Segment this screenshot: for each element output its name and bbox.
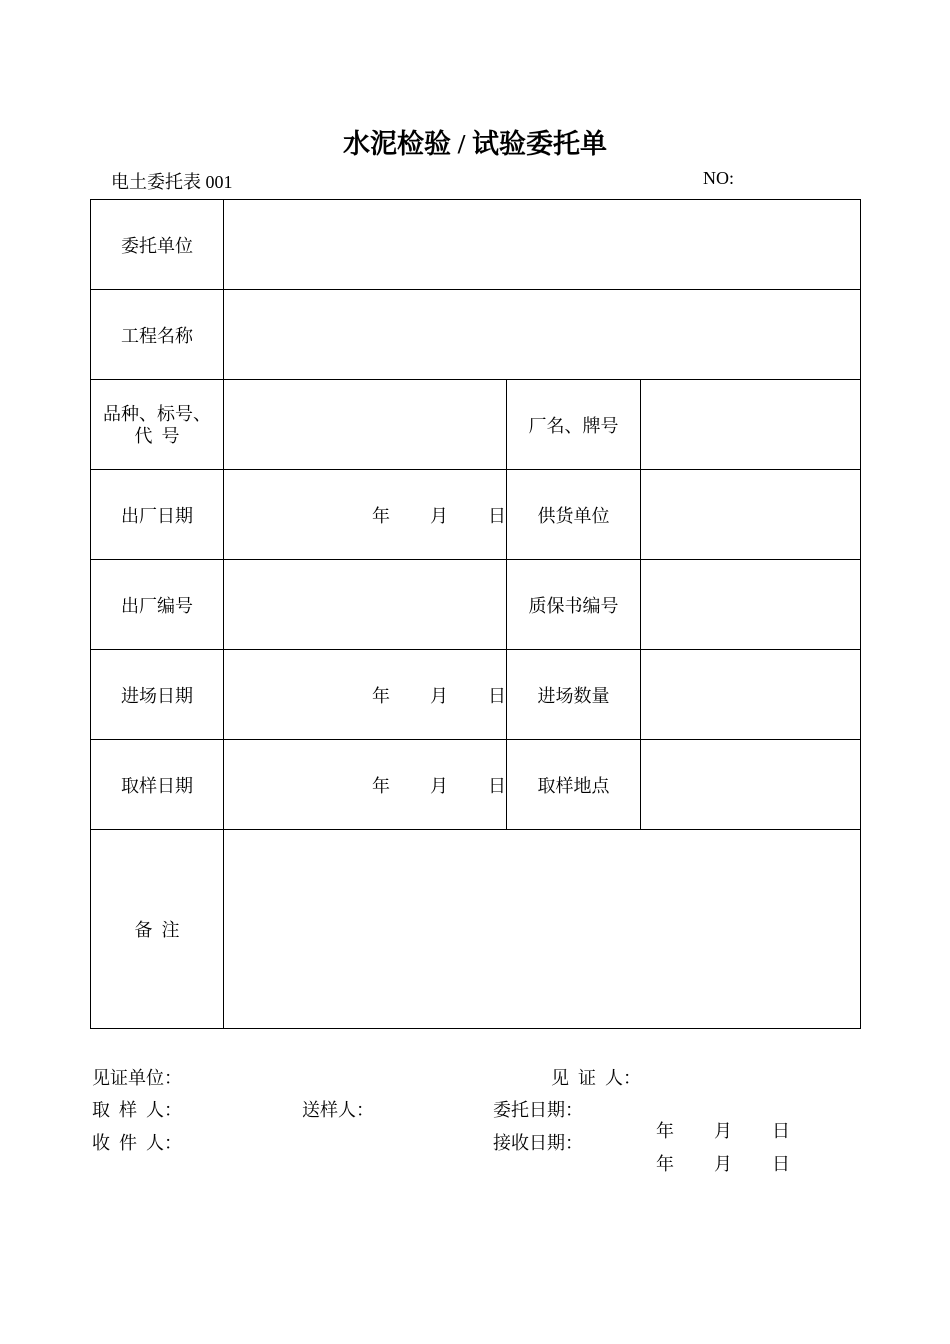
year-unit: 年 (656, 1154, 674, 1174)
table-row (91, 740, 861, 830)
page-title: 水泥检验 / 试验委托单 (342, 129, 607, 159)
client-field[interactable] (224, 200, 861, 290)
year-unit: 年 (372, 685, 390, 706)
sampler-label: 取 样 人： (92, 1100, 182, 1120)
remarks-label: 备 注 (91, 830, 224, 1029)
form-code: 电土委托表 001 (111, 172, 233, 192)
table-row (91, 200, 861, 290)
month-unit: 月 (714, 1121, 732, 1141)
sample-date-label: 取样日期 (91, 740, 224, 830)
table-row (91, 470, 861, 560)
table-row (91, 650, 861, 740)
commission-form-table (90, 199, 861, 1029)
quality-cert-field[interactable] (641, 560, 861, 650)
remarks-field[interactable] (224, 830, 861, 1029)
table-row (91, 830, 861, 1029)
entry-date-field[interactable] (224, 650, 507, 740)
receiver-label: 收 件 人： (92, 1133, 182, 1153)
table-row (91, 560, 861, 650)
client-label: 委托单位 (91, 200, 224, 290)
project-label: 工程名称 (91, 290, 224, 380)
month-unit: 月 (430, 775, 448, 796)
month-unit: 月 (430, 685, 448, 706)
table-row (91, 380, 861, 470)
entry-date-label: 进场日期 (91, 650, 224, 740)
witness-unit-label: 见证单位： (92, 1068, 182, 1088)
manufacturer-field[interactable] (641, 380, 861, 470)
variety-label (91, 380, 224, 470)
quality-cert-label: 质保书编号 (507, 560, 641, 650)
receive-date-label: 接收日期： (493, 1133, 583, 1153)
sender-label: 送样人： (302, 1100, 374, 1120)
receive-date-value[interactable] (647, 1129, 790, 1176)
factory-no-label: 出厂编号 (91, 560, 224, 650)
year-unit: 年 (372, 775, 390, 796)
sample-place-field[interactable] (641, 740, 861, 830)
variety-field[interactable] (224, 380, 507, 470)
entry-qty-field[interactable] (641, 650, 861, 740)
day-unit: 日 (488, 505, 506, 526)
year-unit: 年 (656, 1121, 674, 1141)
month-unit: 月 (430, 505, 448, 526)
project-field[interactable] (224, 290, 861, 380)
sample-date-field[interactable] (224, 740, 507, 830)
year-unit: 年 (372, 505, 390, 526)
month-unit: 月 (714, 1154, 732, 1174)
witness-person-label: 见 证 人： (551, 1068, 641, 1088)
manufacturer-label: 厂名、牌号 (507, 380, 641, 470)
variety-label-line2: 代 号 (134, 425, 180, 446)
sample-place-label: 取样地点 (507, 740, 641, 830)
factory-date-label: 出厂日期 (91, 470, 224, 560)
day-unit: 日 (488, 775, 506, 796)
factory-no-field[interactable] (224, 560, 507, 650)
day-unit: 日 (772, 1154, 790, 1174)
supplier-field[interactable] (641, 470, 861, 560)
variety-label-line1: 品种、标号、 (103, 403, 211, 424)
commission-date-label: 委托日期： (493, 1100, 583, 1120)
no-label: NO: (703, 168, 734, 188)
day-unit: 日 (772, 1121, 790, 1141)
day-unit: 日 (488, 685, 506, 706)
table-row (91, 290, 861, 380)
factory-date-field[interactable] (224, 470, 507, 560)
supplier-label: 供货单位 (507, 470, 641, 560)
entry-qty-label: 进场数量 (507, 650, 641, 740)
